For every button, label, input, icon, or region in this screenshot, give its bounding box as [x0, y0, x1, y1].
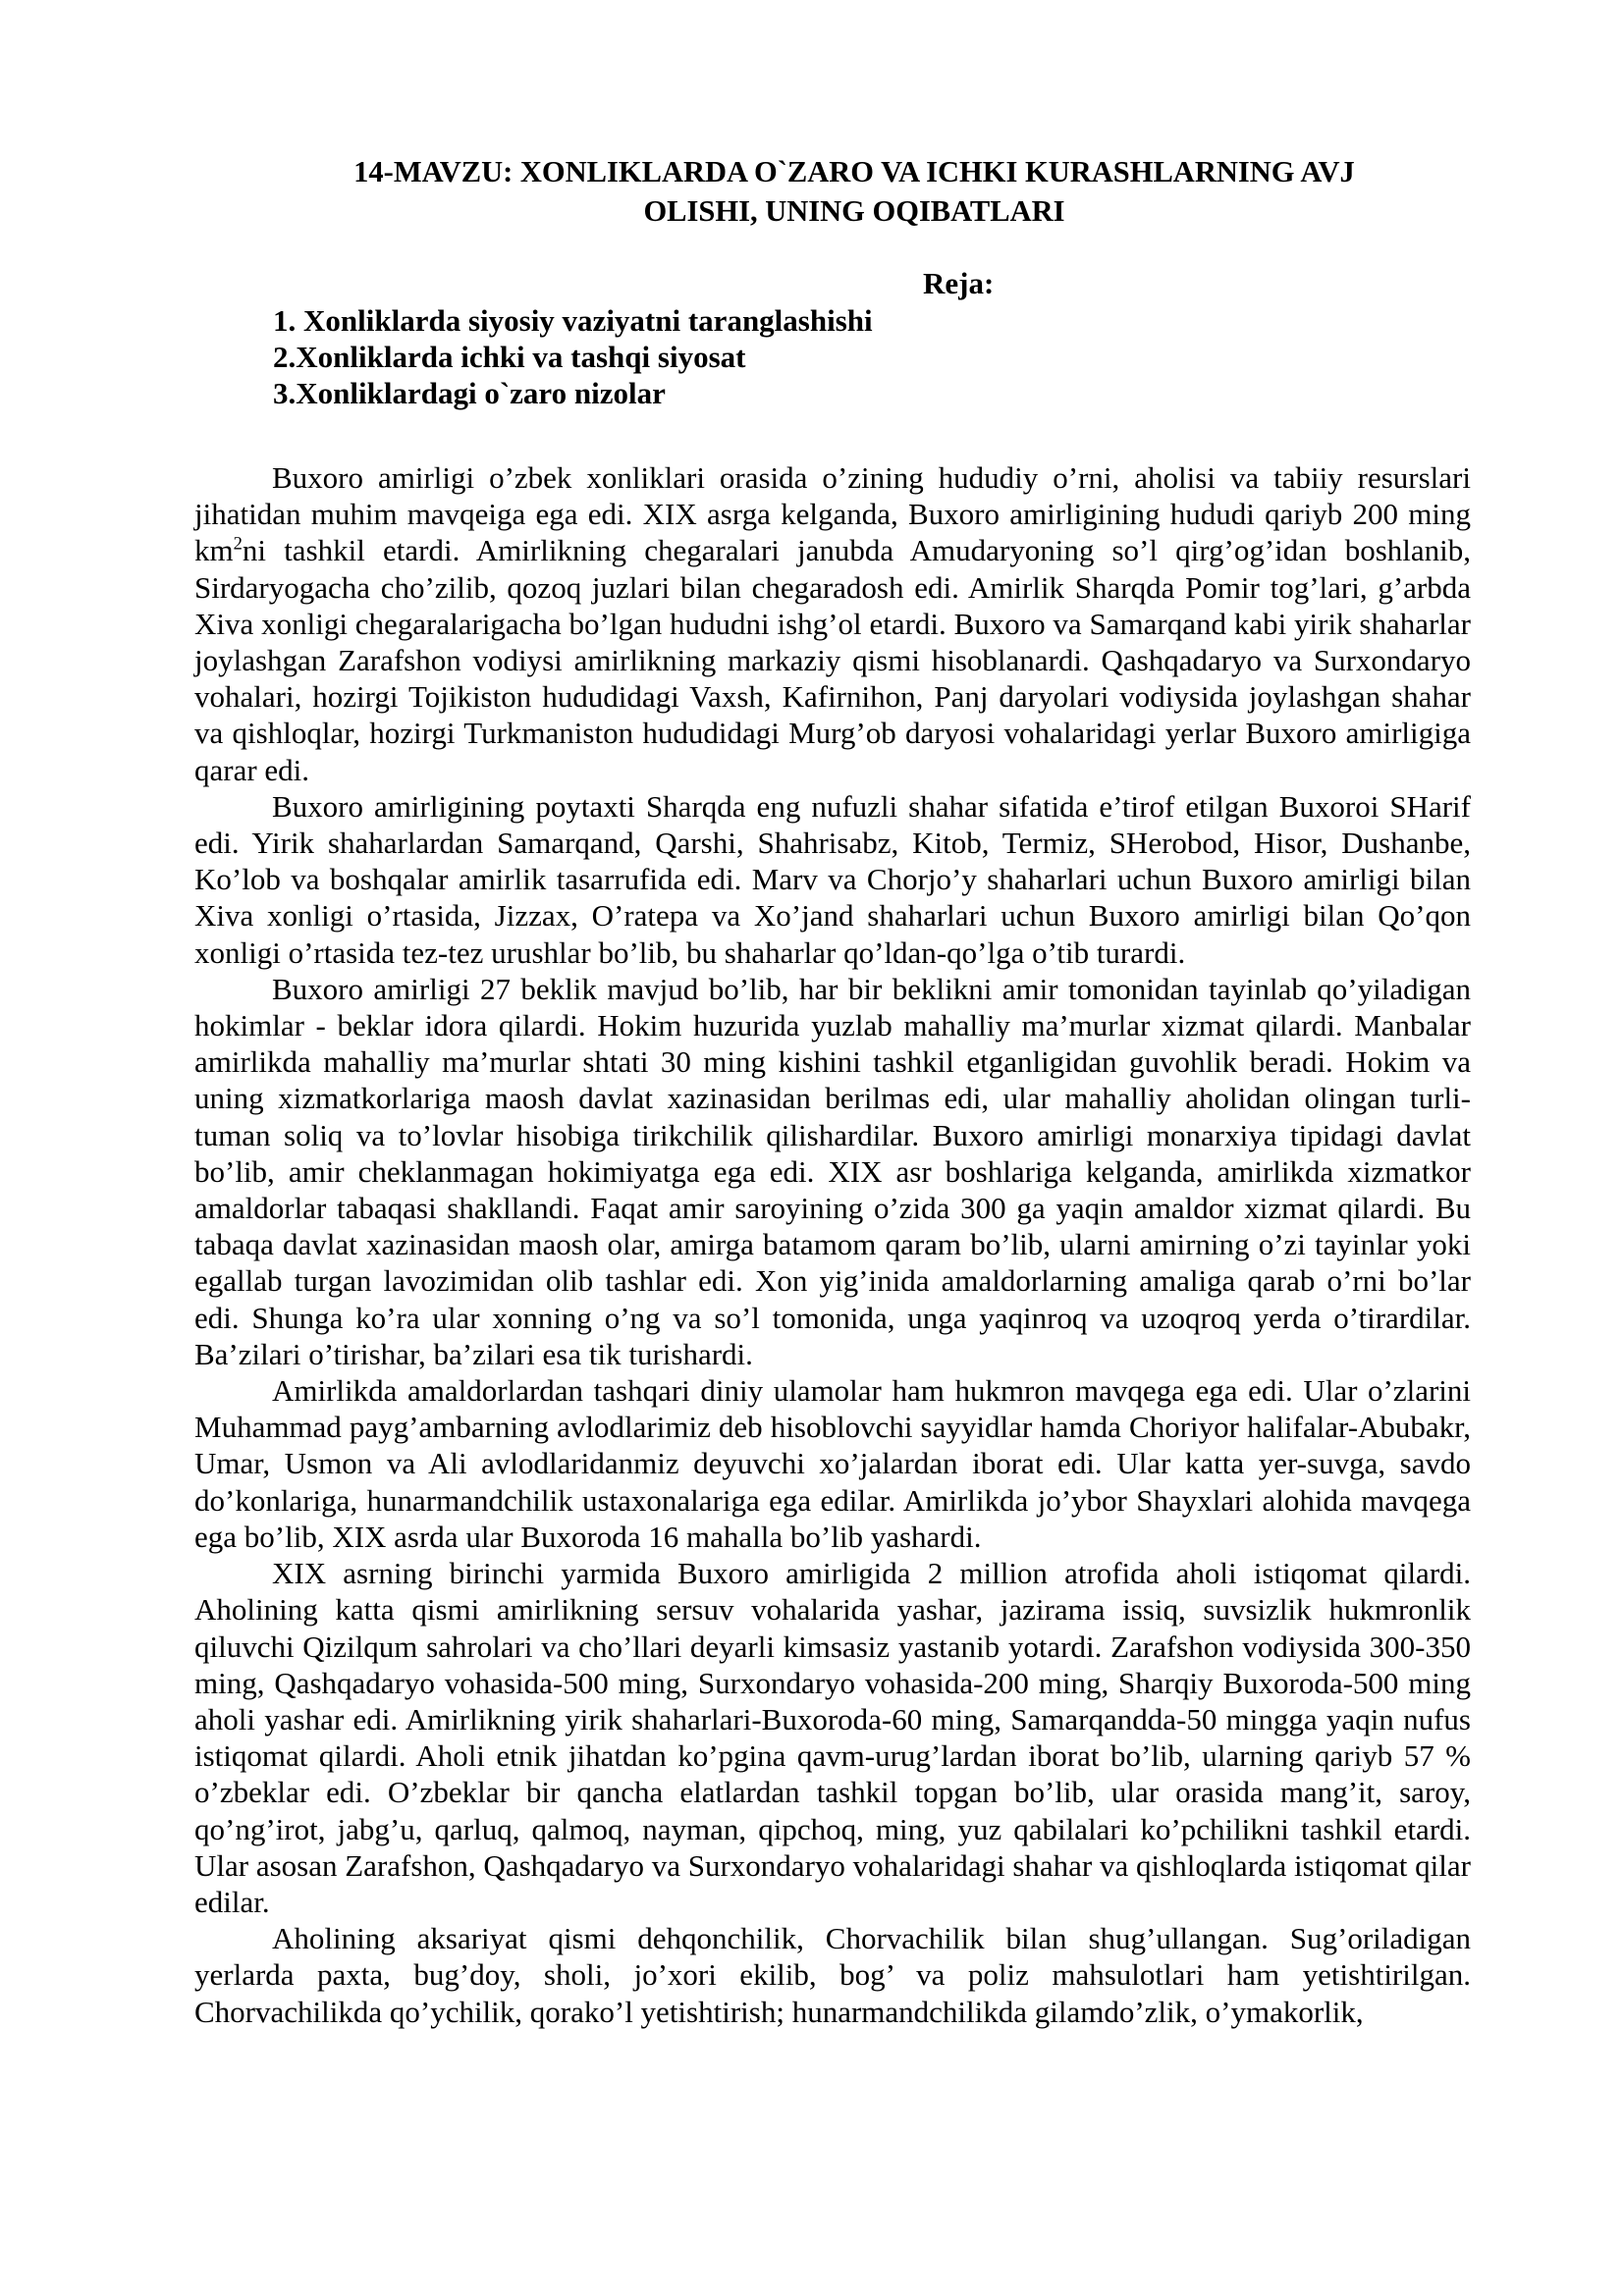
body-text [194, 459, 1471, 2030]
plan-list [273, 302, 873, 411]
title-line-1: 14-MAVZU: XONLIKLARDA O`ZARO VA ICHKI KURASHLARNING AVJ [353, 155, 1355, 188]
page-title [236, 152, 1473, 231]
plan-item: 2.Xonliklarda ichki va tashqi siyosat [273, 340, 746, 374]
superscript: 2 [233, 534, 243, 556]
paragraph-5: XIX asrning birinchi yarmida Buxoro amirligida 2 million atrofida aholi istiqomat qilardi. Aholining katta qismi amirlikning sersuv vohalarida yashar, jazirama issiq, suvsizlik hukmronlik qiluvchi Qizilqum sahrolari va cho’llari deyarli kimsasiz yastanib yotardi. Zarafshon vodiysida 300-350 ming, Qashqadaryo vohasida-500 ming, Surxondaryo vohasida-200 ming, Sharqiy Buxoroda-500 ming aholi yashar edi. Amirlikning yirik shaharlari-Buxoroda-60 ming, Samarqandda-50 mingga yaqin nufus istiqomat qilardi. Aholi etnik jihatdan ko’pgina qavm-urug’lardan iborat bo’lib, ularning qariyb 57 % o’zbeklar edi. O’zbeklar bir qancha elatlardan tashkil topgan bo’lib, ular orasida mang’it, saroy, qo’ng’irot, jabg’u, qarluq, qalmoq, nayman, qipchoq, ming, yuz qabilalari ko’pchilikni tashkil etardi. Ular asosan Zarafshon, Qashqadaryo va Surxondaryo vohalaridagi shahar va qishloqlarda istiqomat qilar edilar. [194, 1556, 1471, 1919]
paragraph-1-part-b: ni tashkil etardi. Amirlikning chegaralari janubda Amudaryoning so’l qirg’og’idan boshlanib, Sirdaryogacha cho’zilib, qozoq juzlari bilan chegaradosh edi. Amirlik Sharqda Pomir tog’lari, g’arbda Xiva xonligi chegaralarigacha bo’lgan hududni ishg’ol etardi. Buxoro va Samarqand kabi yirik shaharlar joylashgan Zarafshon vodiysi amirlikning markaziy qismi hisoblanardi. Qashqadaryo va Surxondaryo vohalari, hozirgi Tojikiston hududidagi Vaxsh, Kafirnihon, Panj daryolari vodiysida joylashgan shahar va qishloqlar, hozirgi Turkmaniston hududidagi Murg’ob daryosi vohalaridagi yerlar Buxoro amirligiga qarar edi. [194, 533, 1471, 787]
title-line-2: OLISHI, UNING OQIBATLARI [643, 194, 1065, 228]
plan-item: 1. Xonliklarda siyosiy vaziyatni taranglashishi [273, 303, 873, 338]
paragraph-6: Aholining aksariyat qismi dehqonchilik, Chorvachilik bilan shug’ullangan. Sug’oriladigan yerlarda paxta, bug’doy, sholi, jo’xori ekilib, bog’ va poliz mahsulotlari ham yetishtirilgan. Chorvachilikda qo’ychilik, qorako’l yetishtirish; hunarmandchilikda gilamdo’zlik, o’ymakorlik, [194, 1921, 1471, 2029]
paragraph-4: Amirlikda amaldorlardan tashqari diniy ulamolar ham hukmron mavqega ega edi. Ular o’zlarini Muhammad payg’ambarning avlodlarimiz deb hisoblovchi sayyidlar hamda Choriyor halifalar-Abubakr, Umar, Usmon va Ali avlodlaridanmiz deyuvchi xo’jalardan iborat edi. Ular katta yer-suvga, savdo do’konlariga, hunarmandchilik ustaxonalariga ega edilar. Amirlikda jo’ybor Shayxlari alohida mavqega ega bo’lib, XIX asrda ular Buxoroda 16 mahalla bo’lib yashardi. [194, 1373, 1471, 1554]
paragraph-1 [194, 459, 1471, 788]
paragraph-2: Buxoro amirligining poytaxti Sharqda eng nufuzli shahar sifatida e’tirof etilgan Buxoroi SHarif edi. Yirik shaharlardan Samarqand, Qarshi, Shahrisabz, Kitob, Termiz, SHerobod, Hisor, Dushanbe, Ko’lob va boshqalar amirlik tasarrufida edi. Marv va Chorjo’y shaharlari uchun Buxoro amirligi bilan Xiva xonligi o’rtasida, Jizzax, O’ratepa va Xo’jand shaharlari uchun Buxoro amirligi bilan Qo’qon xonligi o’rtasida tez-tez urushlar bo’lib, bu shaharlar qo’ldan-qo’lga o’tib turardi. [194, 788, 1471, 970]
paragraph-1-part-a: Buxoro amirligi o’zbek xonliklari orasida o’zining hududiy o’rni, aholisi va tabiiy resurslari jihatidan muhim mavqeiga ega edi. XIX asrga kelganda, Buxoro amirligining hududi qariyb 200 ming km [194, 460, 1471, 568]
plan-item: 3.Xonliklardagi o`zaro nizolar [273, 376, 666, 410]
paragraph-3: Buxoro amirligi 27 beklik mavjud bo’lib, har bir beklikni amir tomonidan tayinlab qo’yiladigan hokimlar - beklar idora qilardi. Hokim huzurida yuzlab mahalliy ma’murlar xizmat qilardi. Manbalar amirlikda mahalliy ma’murlar shtati 30 ming kishini tashkil etganligidan guvohlik beradi. Hokim va uning xizmatkorlariga maosh davlat xazinasidan berilmas edi, ular mahalliy aholidan olingan turli-tuman soliq va to’lovlar hisobiga tirikchilik qilishardilar. Buxoro amirligi monarxiya tipidagi davlat bo’lib, amir cheklanmagan hokimiyatga ega edi. XIX asr boshlariga kelganda, amirlikda xizmatkor amaldorlar tabaqasi shakllandi. Faqat amir saroyining o’zida 300 ga yaqin amaldor xizmat qilardi. Bu tabaqa davlat xazinasidan maosh olar, amirga batamom qaram bo’lib, ularni amirning o’zi tayinlar yoki egallab turgan lavozimidan olib tashlar edi. Xon yig’inida amaldorlarning amaliga qarab o’rni bo’lar edi. Shunga ko’ra ular xonning o’ng va so’l tomonida, unga yaqinroq va uzoqroq yerda o’tirardilar. Ba’zilari o’tirishar, ba’zilari esa tik turishardi. [194, 971, 1471, 1371]
plan-heading: Reja: [923, 266, 995, 300]
